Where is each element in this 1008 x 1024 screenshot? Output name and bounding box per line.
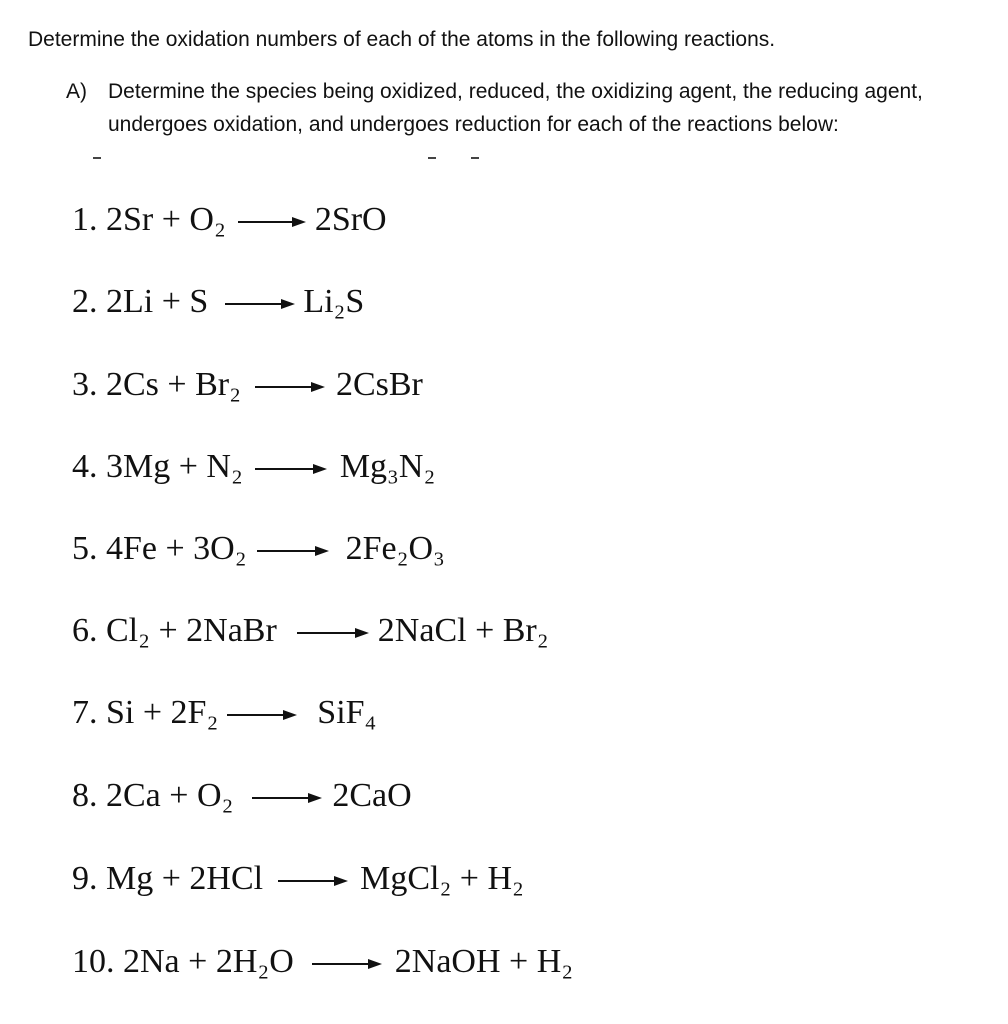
reaction-arrow-icon (249, 377, 327, 397)
stray-mark (428, 157, 436, 159)
reaction-reactants: Si + 2F₂ (106, 694, 219, 731)
reaction-arrow-icon (234, 212, 306, 232)
reaction-reactants: 2Cs + Br₂ (106, 366, 241, 403)
reaction-products: Mg₃N₂ (339, 448, 436, 485)
question-heading: Determine the oxidation numbers of each of the atoms in the following reactions. (28, 28, 776, 51)
reaction-number: 4. (72, 448, 98, 485)
reaction-arrow-icon (285, 623, 369, 643)
reaction-reactants: 3Mg + N₂ (106, 448, 243, 485)
reaction-arrow-icon (227, 705, 309, 725)
reaction-arrow-icon (242, 788, 324, 808)
reaction-products: 2NaOH + H₂ (394, 943, 574, 980)
reaction-reactants: 2Ca + O₂ (106, 777, 234, 814)
reaction-products: SiF₄ (317, 694, 377, 731)
reaction-arrow-icon (302, 954, 386, 974)
reaction-number: 10. (72, 943, 115, 980)
part-a-label: A) (66, 80, 87, 103)
reaction-5 (72, 529, 445, 569)
reaction-products: Li₂S (303, 283, 365, 320)
reaction-reactants: 2Na + 2H₂O (123, 943, 294, 980)
reaction-products: MgCl₂ + H₂ (360, 860, 524, 897)
reaction-reactants: Cl₂ + 2NaBr (106, 612, 277, 649)
reaction-products: 2NaCl + Br₂ (377, 612, 549, 649)
reaction-6 (72, 611, 549, 651)
reaction-products: 2SrO (314, 201, 387, 238)
reaction-3 (72, 365, 423, 405)
reaction-number: 2. (72, 283, 98, 320)
reaction-number: 1. (72, 201, 98, 238)
reaction-number: 9. (72, 860, 98, 897)
reaction-7 (72, 693, 376, 733)
reaction-reactants: 2Sr + O₂ (106, 201, 226, 238)
reaction-products: 2CaO (332, 777, 412, 814)
reaction-arrow-icon (272, 871, 352, 891)
reaction-reactants: Mg + 2HCl (106, 860, 264, 897)
reaction-products: 2Fe₂O₃ (345, 530, 445, 567)
stray-mark (471, 157, 479, 159)
part-a-instructions: Determine the species being oxidized, reduced, the oxidizing agent, the reducing agent, undergoes oxidation, and undergoes reduction for each of the reactions below: (108, 80, 923, 136)
reaction-reactants: 2Li + S (106, 283, 209, 320)
reaction-arrow-icon (251, 459, 331, 479)
reaction-8 (72, 776, 412, 816)
reaction-2 (72, 282, 364, 322)
reaction-arrow-icon (217, 294, 295, 314)
reaction-10 (72, 942, 573, 982)
reaction-number: 8. (72, 777, 98, 814)
reaction-number: 6. (72, 612, 98, 649)
reaction-number: 3. (72, 366, 98, 403)
reaction-arrow-icon (255, 541, 337, 561)
reaction-products: 2CsBr (335, 366, 423, 403)
stray-mark (93, 157, 101, 159)
reaction-4 (72, 447, 435, 487)
reaction-1 (72, 200, 387, 240)
reaction-reactants: 4Fe + 3O₂ (106, 530, 247, 567)
reaction-number: 7. (72, 694, 98, 731)
reaction-9 (72, 859, 524, 899)
reaction-number: 5. (72, 530, 98, 567)
